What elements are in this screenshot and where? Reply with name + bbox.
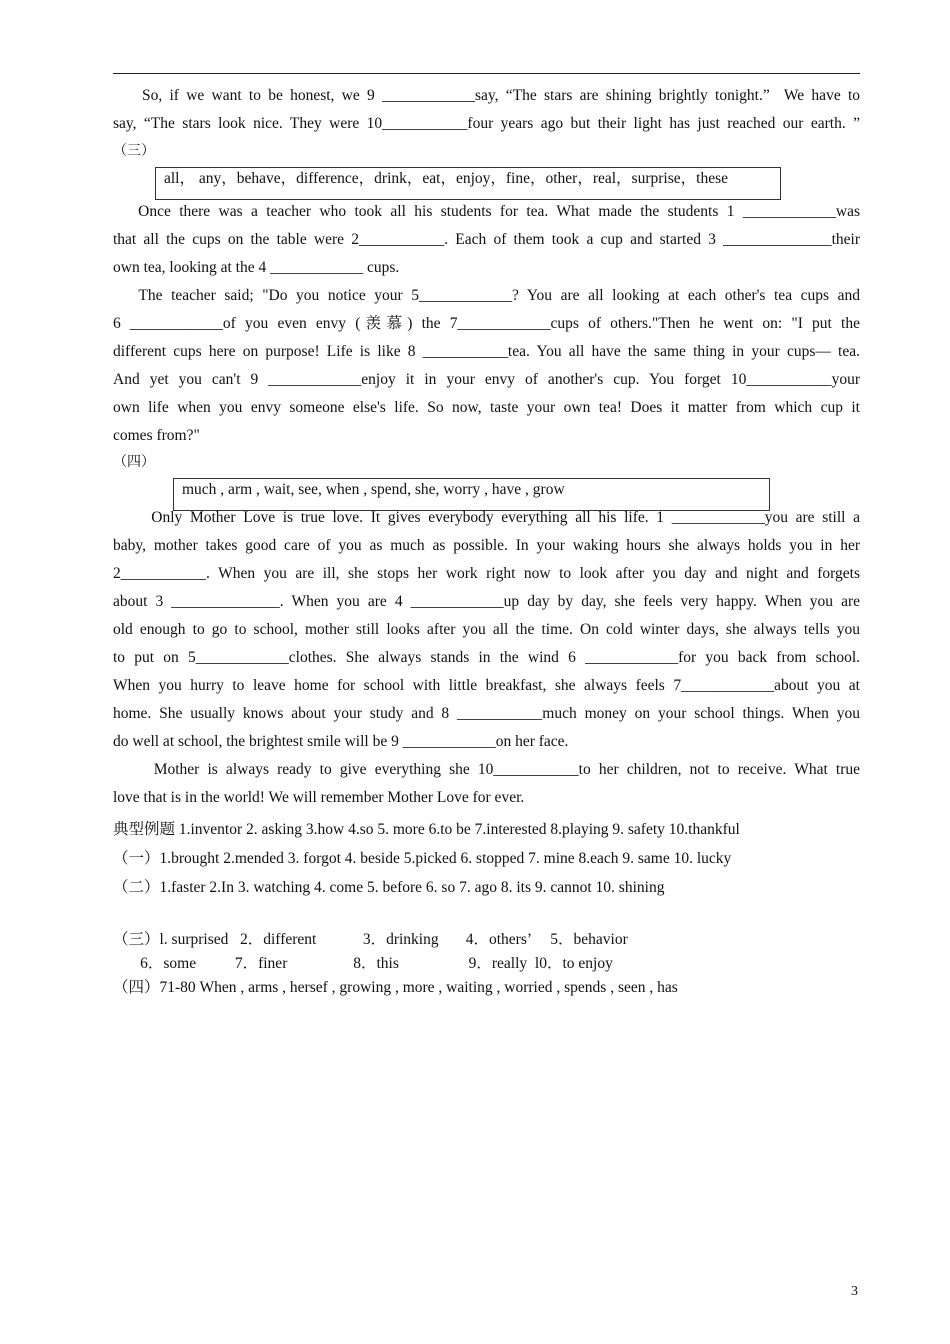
- section4-line-8: home. She usually knows about your study and 8 ___________much money on your school things. When you: [113, 705, 860, 722]
- passage2-line-1: So, if we want to be honest, we 9 ____________say, “The stars are shining brightly tonight.” We have to: [113, 87, 860, 104]
- answers-section4: （四）71-80 When , arms , hersef , growing , more , waiting , worried , spends , seen , has: [113, 979, 678, 996]
- section3-line-6: different cups here on purpose! Life is like 8 ___________tea. You all have the same thing in your cups— tea.: [113, 343, 860, 360]
- section3-line-3: own tea, looking at the 4 ____________ cups.: [113, 259, 400, 276]
- section3-word-list: all， any，behave，difference，drink，eat，enjoy，fine，other，real，surprise，these: [164, 170, 728, 187]
- section3-line-2: that all the cups on the table were 2___________. Each of them took a cup and started 3 ______________their: [113, 231, 860, 248]
- section3-line-5: 6 ____________of you even envy (羡慕) the 7____________cups of others."Then he went on: "I put the: [113, 315, 860, 332]
- section4-word-box: [173, 478, 770, 511]
- section3-line-8: own life when you envy someone else's life. So now, taste your own tea! Does it matter from which cup it: [113, 399, 860, 416]
- passage2-line-2: say, “The stars look nice. They were 10___________four years ago but their light has just reached our earth. ”: [113, 115, 860, 132]
- answers-typical: 典型例题 1.inventor 2. asking 3.how 4.so 5. more 6.to be 7.interested 8.playing 9. safety 10.thankful: [113, 821, 740, 838]
- answers-section3-row1: （三）l. surprised 2．different 3．drinking 4．others’ 5．behavior: [113, 931, 628, 948]
- section3-word-box: [155, 167, 781, 200]
- answers-section3-row2: 6．some 7．finer 8．this 9．really l0．to enjoy: [113, 955, 613, 972]
- section3-line-7: And yet you can't 9 ____________enjoy it in your envy of another's cup. You forget 10___________your: [113, 371, 860, 388]
- section4-line-9: do well at school, the brightest smile will be 9 ____________on her face.: [113, 733, 569, 750]
- section4-word-list: much , arm , wait, see, when , spend, she, worry , have , grow: [182, 481, 565, 498]
- answers-section1: （一）1.brought 2.mended 3. forgot 4. beside 5.picked 6. stopped 7. mine 8.each 9. same 10. lucky: [113, 850, 732, 867]
- section4-line-10: Mother is always ready to give everything she 10___________to her children, not to receive. What true: [113, 761, 860, 778]
- section3-line-9: comes from?": [113, 427, 200, 444]
- section4-line-6: to put on 5____________clothes. She always stands in the wind 6 ____________for you back from school.: [113, 649, 860, 666]
- section4-line-2: baby, mother takes good care of you as much as possible. In your waking hours she always holds you in her: [113, 537, 860, 554]
- section4-line-1: Only Mother Love is true love. It gives everybody everything all his life. 1 ____________you are still a: [113, 509, 860, 526]
- section3-heading: （三）: [113, 143, 155, 159]
- answers-section2: （二）1.faster 2.In 3. watching 4. come 5. before 6. so 7. ago 8. its 9. cannot 10. shining: [113, 879, 665, 896]
- header-rule: [113, 73, 860, 74]
- section3-line-1: Once there was a teacher who took all his students for tea. What made the students 1 ____________was: [113, 203, 860, 220]
- section4-line-7: When you hurry to leave home for school with little breakfast, she always feels 7____________about you at: [113, 677, 860, 694]
- section4-heading: （四）: [113, 454, 155, 470]
- section4-line-11: love that is in the world! We will remember Mother Love for ever.: [113, 789, 525, 806]
- section4-line-3: 2___________. When you are ill, she stops her work right now to look after you day and night and forgets: [113, 565, 860, 582]
- section4-line-4: about 3 ______________. When you are 4 ____________up day by day, she feels very happy. When you are: [113, 593, 860, 610]
- section3-line-4: The teacher said; "Do you notice your 5____________? You are all looking at each other's tea cups and: [113, 287, 860, 304]
- page-number: 3: [851, 1284, 858, 1299]
- section4-line-5: old enough to go to school, mother still looks after you all the time. On cold winter days, she always tells you: [113, 621, 860, 638]
